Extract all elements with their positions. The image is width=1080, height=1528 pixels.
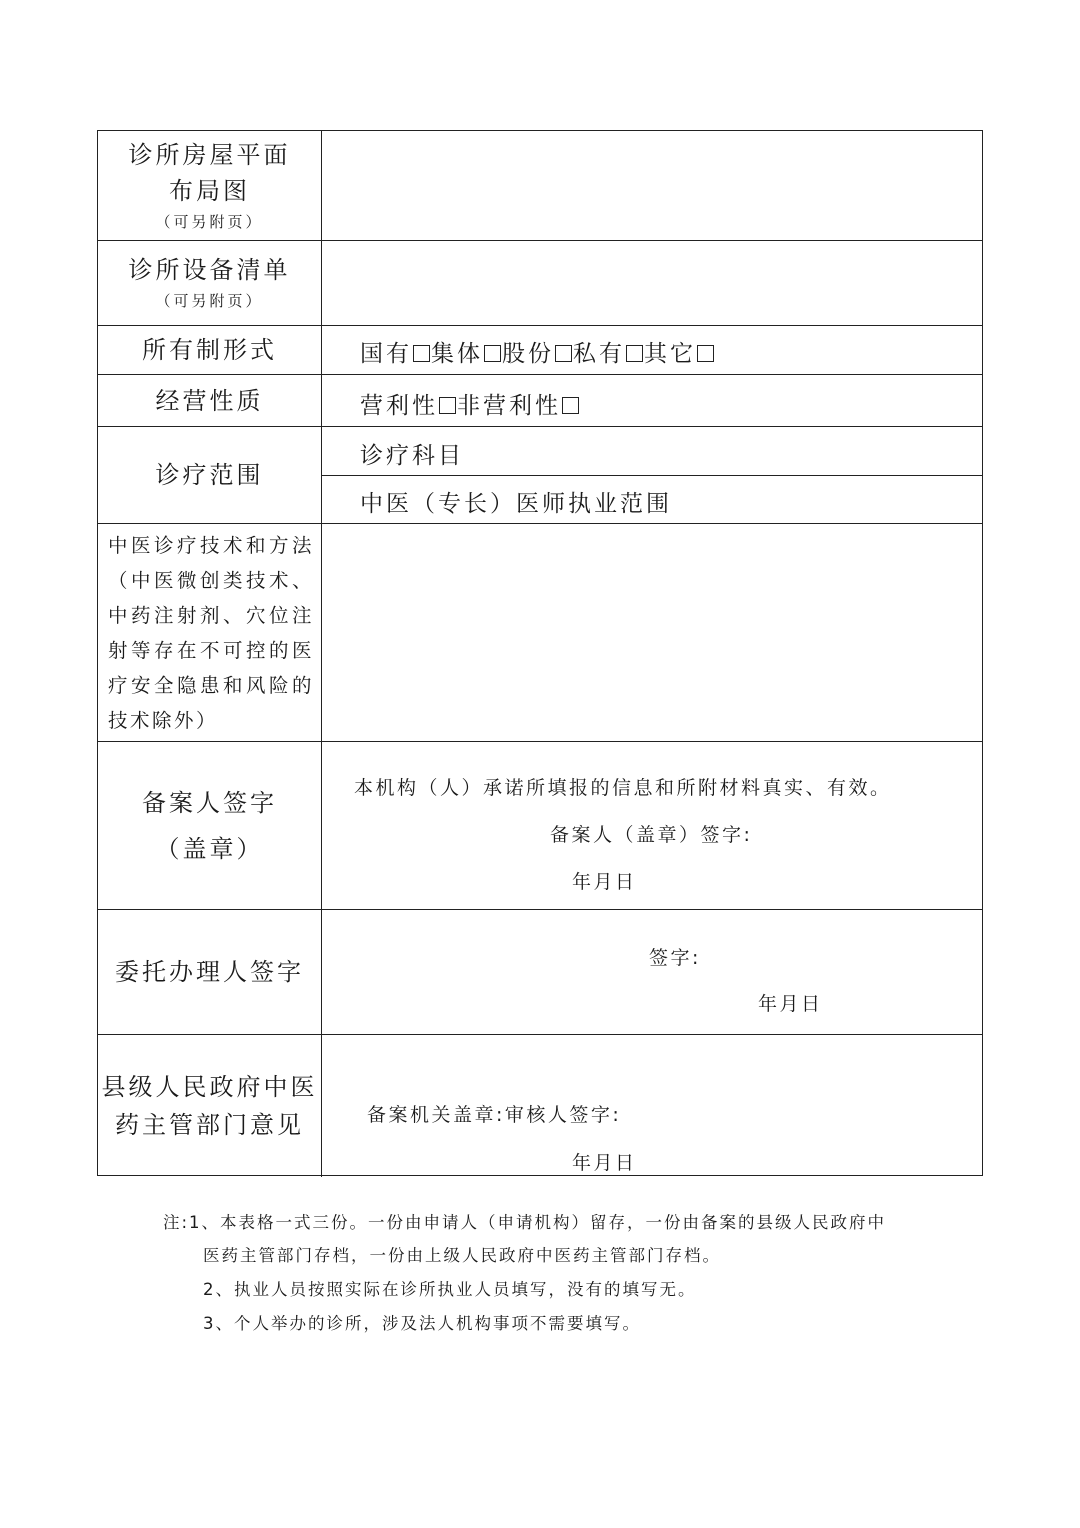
ownership-label: 所有制形式 (142, 336, 277, 364)
techniques-value-cell[interactable] (322, 524, 982, 741)
business-nature-checkbox-nonprofit[interactable] (562, 397, 579, 414)
ownership-options (360, 335, 715, 368)
scope-divider (322, 475, 982, 476)
row-signer (98, 742, 982, 910)
ownership-option-collective: 集体 (431, 341, 483, 367)
signer-label-line2: （盖章） (155, 834, 264, 863)
signer-label-line1: 备案人签字 (142, 788, 277, 817)
ownership-checkbox-shareholding[interactable] (555, 345, 572, 362)
business-nature-checkbox-profit[interactable] (439, 397, 456, 414)
ownership-option-shareholding: 股份 (502, 341, 554, 367)
row-authority (98, 1035, 982, 1177)
signer-label-cell (98, 742, 322, 909)
row-ownership (98, 326, 982, 375)
agent-date[interactable]: 年月日 (758, 993, 823, 1015)
business-nature-label: 经营性质 (155, 386, 264, 415)
signer-sign-line[interactable]: 备案人（盖章）签字: (550, 824, 753, 846)
agent-label: 委托办理人签字 (115, 958, 304, 986)
scope-label: 诊疗范围 (155, 461, 264, 489)
note-1-line1: 注:1、本表格一式三份。一份由申请人（申请机构）留存，一份由备案的县级人民政府中 (163, 1213, 887, 1232)
equipment-label: 诊所设备清单 (128, 256, 291, 284)
business-nature-options (360, 387, 580, 420)
ownership-label-cell (98, 326, 322, 374)
floor-plan-label-line1: 诊所房屋平面 (128, 140, 291, 169)
business-nature-option-profit: 营利性 (360, 393, 438, 419)
agent-value-cell (322, 910, 982, 1034)
row-scope (98, 427, 982, 524)
business-nature-option-nonprofit: 非营利性 (457, 393, 561, 419)
filing-form-table (97, 130, 983, 1176)
authority-label-cell (98, 1035, 322, 1177)
ownership-option-state: 国有 (360, 341, 412, 367)
row-floor-plan (98, 131, 982, 241)
equipment-label-cell (98, 241, 322, 325)
ownership-checkbox-collective[interactable] (484, 345, 501, 362)
authority-sign-line[interactable]: 备案机关盖章:审核人签字: (367, 1104, 622, 1126)
agent-label-cell (98, 910, 322, 1034)
row-agent (98, 910, 982, 1035)
ownership-checkbox-other[interactable] (697, 345, 714, 362)
floor-plan-label-cell (98, 131, 322, 240)
agent-sign-line[interactable]: 签字: (649, 947, 701, 969)
ownership-option-private: 私有 (573, 341, 625, 367)
authority-date[interactable]: 年月日 (572, 1152, 637, 1174)
authority-label-line1: 县级人民政府中医 (101, 1073, 318, 1101)
scope-label-cell (98, 427, 322, 523)
signer-value-cell (322, 742, 982, 909)
note-3: 3、个人举办的诊所，涉及法人机构事项不需要填写。 (203, 1314, 641, 1333)
equipment-label-note: （可另附页） (155, 292, 264, 310)
ownership-checkbox-state[interactable] (413, 345, 430, 362)
business-nature-value-cell (322, 375, 982, 426)
techniques-label: 中医诊疗技术和方法（中医微创类技术、中药注射剂、穴位注射等存在不可控的医疗安全隐患和风险的技术除外） (108, 534, 314, 732)
signer-commitment: 本机构（人）承诺所填报的信息和所附材料真实、有效。 (354, 777, 892, 799)
techniques-label-cell (98, 524, 322, 741)
scope-item-practice-range[interactable]: 中医（专长）医师执业范围 (360, 491, 672, 517)
authority-label-line2: 药主管部门意见 (115, 1111, 304, 1139)
scope-item-subjects[interactable]: 诊疗科目 (360, 443, 464, 469)
note-2: 2、执业人员按照实际在诊所执业人员填写，没有的填写无。 (203, 1280, 697, 1299)
authority-value-cell (322, 1035, 982, 1177)
business-nature-label-cell (98, 375, 322, 426)
floor-plan-label-line2: 布局图 (169, 176, 250, 205)
ownership-value-cell (322, 326, 982, 374)
row-techniques (98, 524, 982, 742)
ownership-checkbox-private[interactable] (626, 345, 643, 362)
row-equipment (98, 241, 982, 326)
floor-plan-value-cell[interactable] (322, 131, 982, 240)
row-business-nature (98, 375, 982, 427)
scope-value-cell (322, 427, 982, 523)
signer-date[interactable]: 年月日 (572, 871, 637, 893)
floor-plan-label-note: （可另附页） (155, 212, 264, 231)
ownership-option-other: 其它 (644, 341, 696, 367)
note-1-line2: 医药主管部门存档，一份由上级人民政府中医药主管部门存档。 (203, 1246, 721, 1265)
equipment-value-cell[interactable] (322, 241, 982, 325)
